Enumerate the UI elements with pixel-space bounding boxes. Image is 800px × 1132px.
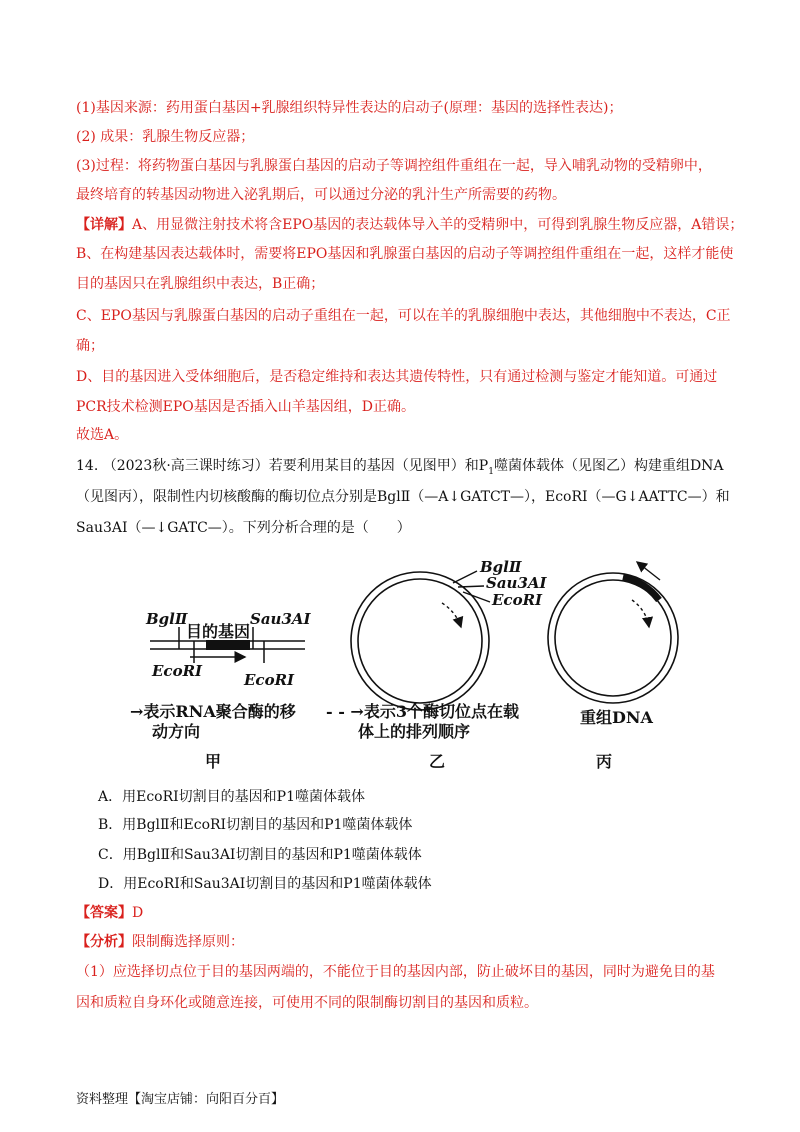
detail-d2: PCR技术检测EPO基因是否插入山羊基因组，D正确。 xyxy=(76,399,416,415)
analysis-tag: 【分析】 xyxy=(76,934,132,950)
inserted-gene-segment xyxy=(623,577,659,600)
yi-sau-tick xyxy=(458,586,484,587)
analysis-p1b: 因和质粒自身环化或随意连接，可使用不同的限制酶切割目的基因和质粒。 xyxy=(76,995,538,1011)
note-line-1: (1)基因来源：药用蛋白基因+乳腺组织特异性表达的启动子(原理：基因的选择性表达)； xyxy=(76,100,623,116)
detail-b1: B、在构建基因表达载体时，需要将EPO基因和乳腺蛋白基因的启动子等调控组件重组在一起，这样才能使 xyxy=(76,246,734,262)
detail-a xyxy=(76,215,743,235)
bing-dashed-arrow xyxy=(632,600,649,627)
legend-dashed-text: - - →表示3个酶切位点在载 xyxy=(326,702,519,721)
legend-dashed-text-2: 体上的排列顺序 xyxy=(358,722,471,741)
detail-c2: 确； xyxy=(76,338,104,354)
bgl-label: BglⅡ xyxy=(146,610,188,628)
caption-yi: 乙 xyxy=(429,752,446,771)
question-subscript: 1 xyxy=(488,466,494,477)
answer-line xyxy=(76,903,143,923)
plasmid-inner-ring xyxy=(358,579,482,703)
answer-tag: 【答案】 xyxy=(76,905,132,921)
ecori-label-2: EcoRI xyxy=(244,671,295,689)
figure-yi xyxy=(326,558,548,771)
detail-conclusion: 故选A。 xyxy=(76,427,129,443)
detail-d1: D、目的基因进入受体细胞后，是否稳定维持和表达其遗传特性，只有通过检测与鉴定才能知道。可通过 xyxy=(76,369,718,385)
yi-bgl-tick xyxy=(453,571,477,583)
question-text-a: 14. （2023秋·高三课时练习）若要利用某目的基因（见图甲）和P xyxy=(76,458,489,474)
recombinant-dna-label: 重组DNA xyxy=(580,708,653,727)
figure-bing xyxy=(548,562,678,771)
recombinant-outer-ring xyxy=(548,573,678,703)
legend-arrow-text-2: 动方向 xyxy=(152,722,201,741)
yi-eco-label: EcoRI xyxy=(492,591,543,609)
analysis-p1a: （1）应选择切点位于目的基因两端的，不能位于目的基因内部，防止破坏目的基因，同时为避免目的基 xyxy=(76,964,715,980)
caption-bing: 丙 xyxy=(596,752,613,771)
detail-a-text: A、用显微注射技术将含EPO基因的表达载体导入羊的受精卵中，可得到乳腺生物反应器，A错误； xyxy=(132,217,744,233)
note-line-2: (2) 成果：乳腺生物反应器； xyxy=(76,129,255,145)
yi-bgl-label: BglⅡ xyxy=(480,558,522,576)
answer-value: D xyxy=(132,905,144,921)
plasmid-outer-ring xyxy=(351,572,489,710)
target-gene-label: 目的基因 xyxy=(186,622,251,641)
option-b: B．用BglⅡ和EcoRI切割目的基因和P1噬菌体载体 xyxy=(98,817,413,833)
figure-jia xyxy=(130,610,312,771)
note-line-3b: 最终培育的转基因动物进入泌乳期后，可以通过分泌的乳汁生产所需要的药物。 xyxy=(76,187,566,203)
option-d: D．用EcoRⅠ和Sau3AⅠ切割目的基因和P1噬菌体载体 xyxy=(98,876,432,892)
detail-b2: 目的基因只在乳腺组织中表达，B正确； xyxy=(76,276,325,292)
ecori-label-1: EcoRI xyxy=(152,662,203,680)
restriction-figure xyxy=(0,545,800,775)
question-line-3: Sau3AⅠ（—↓GATC—）。下列分析合理的是（ ） xyxy=(76,520,411,536)
question-line-2: （见图丙），限制性内切核酸酶的酶切位点分别是BglⅡ（—A↓GATCT—），EcoRⅠ（—G↓AATTC—）和 xyxy=(76,489,730,505)
question-text-b: 噬菌体载体（见图乙）构建重组DNA xyxy=(493,458,724,474)
caption-jia: 甲 xyxy=(205,752,222,771)
detail-c1: C、EPO基因与乳腺蛋白基因的启动子重组在一起，可以在羊的乳腺细胞中表达，其他细胞中不表达，C正 xyxy=(76,308,731,324)
bing-direction-arrow xyxy=(637,562,660,580)
site-order-dashed-arrow xyxy=(442,603,461,627)
detail-tag: 【详解】 xyxy=(76,217,132,233)
yi-sau-label: Sau3AⅠ xyxy=(486,574,547,592)
option-a: A．用EcoRⅠ切割目的基因和P1噬菌体载体 xyxy=(98,789,365,805)
footer-text: 资料整理【淘宝店铺：向阳百分百】 xyxy=(76,1092,285,1107)
option-c: C．用BglⅡ和Sau3AⅠ切割目的基因和P1噬菌体载体 xyxy=(98,847,422,863)
analysis-head xyxy=(76,932,244,952)
note-line-3a: (3)过程：将药物蛋白基因与乳腺蛋白基因的启动子等调控组件重组在一起，导入哺乳动物的受精卵中， xyxy=(76,158,712,174)
analysis-head-text: 限制酶选择原则： xyxy=(132,934,244,950)
target-gene-block xyxy=(206,640,250,650)
question-line-1 xyxy=(76,456,724,482)
sau-label: Sau3AⅠ xyxy=(250,610,311,628)
legend-arrow-text: →表示RNA聚合酶的移 xyxy=(130,702,296,721)
